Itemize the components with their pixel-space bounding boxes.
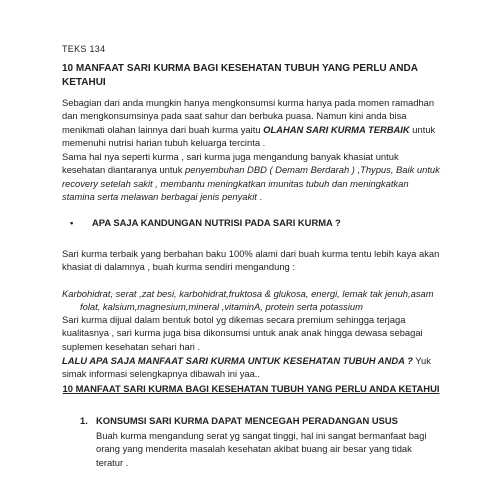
question-followup: Yuk simak informasi selengkapnya dibawah ini yaa.. — [62, 355, 431, 380]
intro-text-end: untuk memenuhi nutrisi harian tubuh keluarga tercinta . — [62, 123, 436, 148]
nutrient-list-line-1: Karbohidrat, serat ,zat besi, karbohidrat,fruktosa & glukosa, energi, lemak tak jenuh,asam — [62, 288, 434, 299]
nutrition-heading — [70, 216, 440, 229]
question-text: LALU APA SAJA MANFAAT SARI KURMA UNTUK KESEHATAN TUBUH ANDA ? — [62, 355, 413, 366]
benefits-text-end: . — [256, 190, 263, 202]
nutrition-heading-text: APA SAJA KANDUNGAN NUTRISI PADA SARI KURMA ? — [92, 217, 341, 228]
nutrient-list-line-2: folat, kalsium,magnesium,mineral ,vitaminA, protein serta potassium — [80, 301, 363, 313]
bullet-icon: • — [70, 217, 74, 228]
product-paragraph: Sari kurma dijual dalam bentuk botol yg dikemas secara premium sehingga terjaga kualitasnya , sari kurma juga bisa dikonsumsi untuk anak anak hingga dewasa sebagai suplemen kesehatan sehari hari . — [62, 314, 423, 352]
benefit-item-1-text: Buah kurma mengandung serat yg sangat tinggi, hal ini sangat bermanfaat bagi orang yang menderita masalah kesehatan akibat buang air besar yang tidak teratur . — [96, 430, 427, 468]
benefits-italic: penyembuhan DBD ( Demam Berdarah ) ,Thypus, Baik untuk recovery setelah sakit , membantu meningkatkan imunitas tubuh dan meningkatkan stamina serta melawan berbagai jenis penyakit — [62, 164, 440, 202]
section-subheading: 10 MANFAAT SARI KURMA BAGI KESEHATAN TUBUH YANG PERLU ANDA KETAHUI — [62, 383, 440, 394]
question-paragraph — [62, 354, 440, 381]
intro-text: Sebagian dari anda mungkin hanya mengkonsumsi kurma hanya pada momen ramadhan dan mengkonsumsinya pada saat sahur dan berbuka puasa. Namun kini anda bisa menikmati olahan lainnya dari buah kurma yaitu — [62, 97, 435, 135]
benefits-paragraph — [62, 150, 440, 203]
item-number: 1. — [80, 415, 88, 426]
page-title: 10 MANFAAT SARI KURMA BAGI KESEHATAN TUBUH YANG PERLU ANDA KETAHUI — [62, 63, 418, 88]
nutrition-paragraph: Sari kurma terbaik yang berbahan baku 100% alami dari buah kurma tentu lebih kaya akan khasiat di dalamnya , buah kurma sendiri mengandung : — [62, 248, 440, 273]
text-label: TEKS 134 — [62, 44, 106, 54]
benefits-text: Sama hal nya seperti kurma , sari kurma juga mengandung banyak khasiat untuk kesehatan diantaranya untuk — [62, 151, 399, 176]
nutrient-list — [62, 287, 440, 314]
benefit-item-1-heading — [80, 414, 440, 427]
item-heading-text: KONSUMSI SARI KURMA DAPAT MENCEGAH PERADANGAN USUS — [96, 415, 398, 426]
intro-highlight: OLAHAN SARI KURMA TERBAIK — [263, 123, 410, 135]
intro-paragraph — [62, 96, 440, 149]
